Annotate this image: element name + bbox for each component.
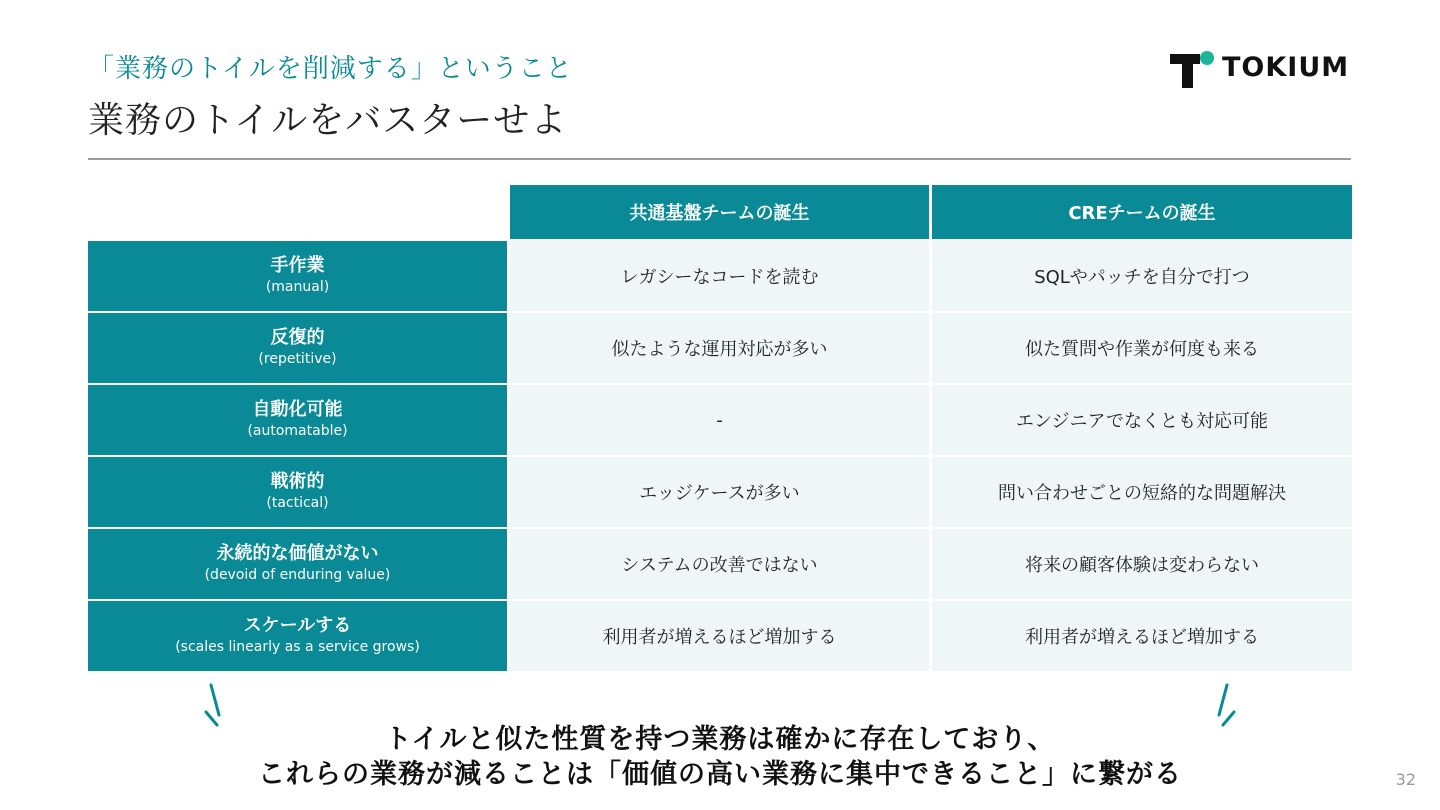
table-cell: 問い合わせごとの短絡的な問題解決 <box>932 457 1352 527</box>
tokium-logo-mark-icon <box>1168 50 1216 88</box>
row-header-scales <box>88 601 507 671</box>
row-label: 戦術的 <box>270 471 325 492</box>
table-cell: SQLやパッチを自分で打つ <box>932 241 1352 311</box>
row-header-manual <box>88 241 507 311</box>
row-label: スケールする <box>243 615 352 636</box>
row-label: 自動化可能 <box>252 399 343 420</box>
table-corner <box>88 185 507 239</box>
row-sublabel: (devoid of enduring value) <box>204 567 391 583</box>
logo-wordmark: TOKIUM <box>1222 52 1350 83</box>
row-header-repetitive <box>88 313 507 383</box>
row-sublabel: (manual) <box>265 279 330 295</box>
row-label: 手作業 <box>270 255 325 276</box>
title-divider <box>88 158 1351 160</box>
row-header-devoid-of-value <box>88 529 507 599</box>
column-header-platform: 共通基盤チームの誕生 <box>510 185 929 239</box>
table-cell: 将来の顧客体験は変わらない <box>932 529 1352 599</box>
page-number: 32 <box>1395 770 1416 789</box>
row-sublabel: (tactical) <box>266 495 329 511</box>
table-cell: - <box>510 385 929 455</box>
table-cell: 利用者が増えるほど増加する <box>932 601 1352 671</box>
slide-title: 業務のトイルをバスターせよ <box>88 100 568 141</box>
row-header-tactical <box>88 457 507 527</box>
row-header-automatable <box>88 385 507 455</box>
table-cell: レガシーなコードを読む <box>510 241 929 311</box>
row-label: 反復的 <box>270 327 325 348</box>
column-header-cre: CREチームの誕生 <box>932 185 1352 239</box>
toil-comparison-table <box>88 185 1352 671</box>
table-cell: エッジケースが多い <box>510 457 929 527</box>
table-cell: システムの改善ではない <box>510 529 929 599</box>
row-label: 永続的な価値がない <box>216 543 379 564</box>
row-sublabel: (repetitive) <box>258 351 337 367</box>
conclusion-line-2: これらの業務が減ることは「価値の高い業務に集中できること」に繋がる <box>258 759 1182 790</box>
table-cell: 似たような運用対応が多い <box>510 313 929 383</box>
conclusion-line-1: トイルと似た性質を持つ業務は確かに存在しており、 <box>384 724 1056 755</box>
row-sublabel: (automatable) <box>247 423 348 439</box>
table-cell: 似た質問や作業が何度も来る <box>932 313 1352 383</box>
row-sublabel: (scales linearly as a service grows) <box>175 639 420 655</box>
table-cell: 利用者が増えるほど増加する <box>510 601 929 671</box>
slide-subtitle: 「業務のトイルを削減する」ということ <box>88 54 573 84</box>
table-cell: エンジニアでなくとも対応可能 <box>932 385 1352 455</box>
tokium-logo <box>1168 48 1358 88</box>
